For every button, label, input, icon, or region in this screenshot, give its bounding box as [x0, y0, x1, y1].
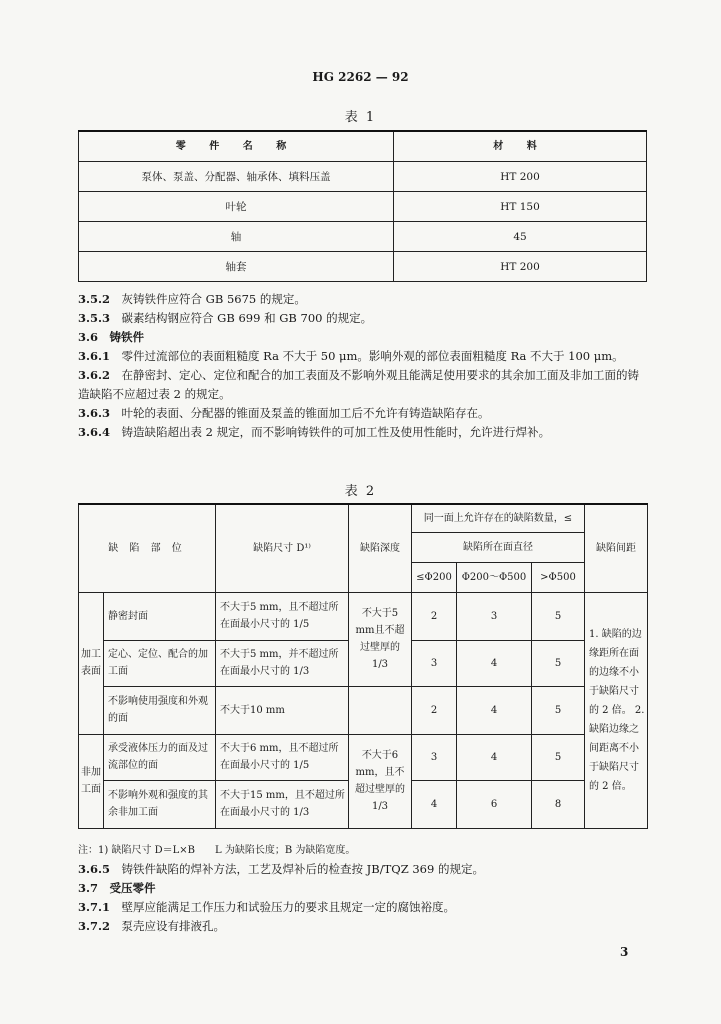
depth-cell: 不大于6 mm，且不超过壁厚的 1/3: [349, 734, 412, 828]
part-name-cell: 泵体、泵盖、分配器、轴承体、填料压盖: [79, 162, 394, 192]
clause-paragraph: 3.7.2 泵壳应设有排液孔。: [78, 919, 226, 933]
clauses-block-2: [78, 860, 648, 936]
clause-paragraph: 3.6.1 零件过流部位的表面粗糙度 Ra 不大于 50 μm。影响外观的部位表面粗糙度 Ra 不大于 100 μm。: [78, 349, 624, 363]
clauses-block-1: [78, 290, 648, 442]
clause-paragraph: 3.6.4 铸造缺陷超出表 2 规定，而不影响铸铁件的可加工性及使用性能时，允许进行焊补。: [78, 425, 551, 439]
spacing-cell: 1. 缺陷的边缘距所在面的边缘不小于缺陷尺寸的 2 倍。 2. 缺陷边缘之间距离不小于缺陷尺寸的 2 倍。: [585, 592, 648, 828]
count-cell: 2: [412, 592, 457, 640]
casting-defects-table: [78, 503, 648, 829]
count-cell: 2: [412, 686, 457, 734]
header-d2: Φ200～Φ500: [457, 562, 532, 592]
count-cell: 4: [457, 686, 532, 734]
count-cell: 5: [532, 686, 585, 734]
header-location: 缺 陷 部 位: [79, 504, 216, 592]
count-cell: 3: [457, 592, 532, 640]
table-row: [79, 734, 648, 780]
clause-paragraph: 3.6.3 叶轮的表面、分配器的锥面及泵盖的锥面加工后不允许有铸造缺陷存在。: [78, 406, 490, 420]
count-cell: 5: [532, 734, 585, 780]
table2-footnote: 注：1) 缺陷尺寸 D＝L×B L 为缺陷长度；B 为缺陷宽度。: [78, 845, 356, 856]
clause-paragraph: 3.7.1 壁厚应能满足工作压力和试验压力的要求且规定一定的腐蚀裕度。: [78, 900, 456, 914]
count-cell: 4: [457, 734, 532, 780]
count-cell: 4: [412, 780, 457, 828]
group-machined: 加工表面: [79, 592, 104, 734]
table1-caption: 表 1: [344, 110, 377, 125]
table2-caption: 表 2: [344, 484, 377, 499]
location-cell: 不影响外观和强度的其余非加工面: [104, 780, 216, 828]
count-cell: 4: [457, 640, 532, 686]
depth-cell: 不大于5 mm且不超过壁厚的 1/3: [349, 592, 412, 686]
location-cell: 不影响使用强度和外观的面: [104, 686, 216, 734]
material-cell: HT 150: [394, 192, 647, 222]
size-cell: 不大于15 mm，且不超过所在面最小尺寸的 1/3: [216, 780, 349, 828]
clause-paragraph: 3.5.2 灰铸铁件应符合 GB 5675 的规定。: [78, 292, 306, 306]
header-diameter: 缺陷所在面直径: [412, 532, 585, 562]
size-cell: 不大于6 mm，且不超过所在面最小尺寸的 1/5: [216, 734, 349, 780]
count-cell: 6: [457, 780, 532, 828]
header-spacing: 缺陷间距: [585, 504, 648, 592]
location-cell: 静密封面: [104, 592, 216, 640]
material-cell: HT 200: [394, 252, 647, 282]
part-name-cell: 轴: [79, 222, 394, 252]
document-header: HG 2262 — 92: [312, 70, 409, 84]
header-depth: 缺陷深度: [349, 504, 412, 592]
header-count: 同一面上允许存在的缺陷数量，≤: [412, 504, 585, 532]
section-heading: 3.6 铸铁件: [78, 330, 145, 344]
page-number: 3: [620, 945, 629, 959]
size-cell: 不大于10 mm: [216, 686, 349, 734]
header-d1: ≤Φ200: [412, 562, 457, 592]
header-material: 材 料: [394, 131, 647, 162]
section-heading: 3.7 受压零件: [78, 881, 156, 895]
materials-table: [78, 130, 647, 282]
count-cell: 5: [532, 640, 585, 686]
table-header-row: [79, 131, 647, 162]
depth-cell: [349, 686, 412, 734]
count-cell: 5: [532, 592, 585, 640]
material-cell: 45: [394, 222, 647, 252]
table-row: [79, 222, 647, 252]
clause-paragraph: 3.6.5 铸铁件缺陷的焊补方法，工艺及焊补后的检查按 JB/TQZ 369 的规定。: [78, 862, 484, 876]
count-cell: 3: [412, 640, 457, 686]
header-part-name: 零 件 名 称: [79, 131, 394, 162]
size-cell: 不大于5 mm，并不超过所在面最小尺寸的 1/3: [216, 640, 349, 686]
table-row: [79, 686, 648, 734]
part-name-cell: 轴套: [79, 252, 394, 282]
header-d3: >Φ500: [532, 562, 585, 592]
location-cell: 承受液体压力的面及过流部位的面: [104, 734, 216, 780]
table-row: [79, 192, 647, 222]
table-row: [79, 592, 648, 640]
location-cell: 定心、定位、配合的加工面: [104, 640, 216, 686]
table-header-row: [79, 504, 648, 532]
material-cell: HT 200: [394, 162, 647, 192]
table-row: [79, 162, 647, 192]
count-cell: 3: [412, 734, 457, 780]
count-cell: 8: [532, 780, 585, 828]
clause-paragraph: 3.5.3 碳素结构钢应符合 GB 699 和 GB 700 的规定。: [78, 311, 373, 325]
table-row: [79, 252, 647, 282]
size-cell: 不大于5 mm，且不超过所在面最小尺寸的 1/5: [216, 592, 349, 640]
part-name-cell: 叶轮: [79, 192, 394, 222]
header-size: 缺陷尺寸 D¹⁾: [216, 504, 349, 592]
clause-paragraph: 3.6.2 在静密封、定心、定位和配合的加工表面及不影响外观且能满足使用要求的其余加工面及非加工面的铸造缺陷不应超过表 2 的规定。: [78, 368, 640, 401]
group-unmachined: 非加工面: [79, 734, 104, 828]
